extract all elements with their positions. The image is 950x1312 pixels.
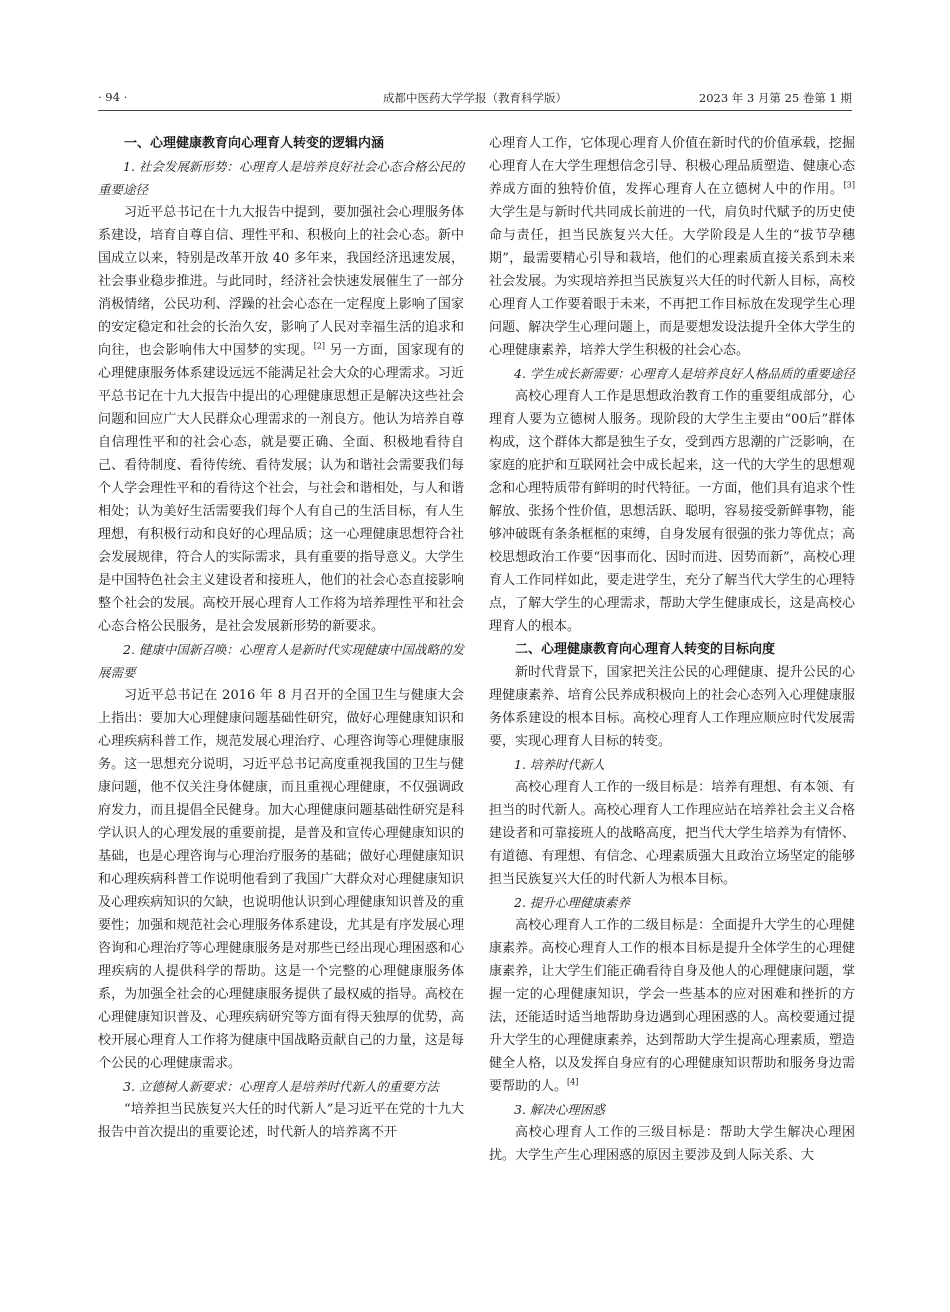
- paragraph: 高校心理育人工作是思想政治教育工作的重要组成部分，心理育人要为立德树人服务。现阶段的大学生主要由“00后”群体构成，这个群体大都是独生子女，受到西方思潮的广泛影响，在家庭的庇护和互联网社会中成长起来，这一代的大学生的思想观念和心理特质带有鲜明的时代特征。一方面，他们具有追求个性解放、张扬个性价值，思想活跃、聪明，容易接受新鲜事物，能够冲破既有条条框框的束缚，自身发展有很强的张力等优点；高校思想政治工作要“因事而化、因时而进、因势而新”，高校心理育人工作同样如此，要走进学生，充分了解当代大学生的心理特点，了解大学生的心理需求，帮助大学生健康成长，这是高校心理育人的根本。: [489, 389, 855, 634]
- subsection-title-4: 4. 学生成长新需要：心理育人是培养良好人格品质的重要途径: [514, 366, 855, 381]
- paragraph-text: 高校心理育人工作的二级目标是：全面提升大学生的心理健康素养。高校心理育人工作的根本目标是提升全体学生的心理健康素养，让大学生们能正确看待自身及他人的心理健康问题，掌握一定的心理健康知识，学会一些基本的应对困难和挫折的方法，还能适时适当地帮助身边遇到心理困惑的人。高校要通过提升大学生的心理健康素养，达到帮助大学生提高心理素质，塑造健全人格，以及发挥自身应有的心理健康知识帮助和服务身边需要帮助的人。: [489, 918, 855, 1094]
- paragraph: [98, 201, 464, 638]
- paragraph: 高校心理育人工作的一级目标是：培养有理想、有本领、有担当的时代新人。高校心理育人工作理应站在培养社会主义合格建设者和可靠接班人的战略高度，把当代大学生培养为有情怀、有道德、有理想、有信念、心理素质强大且政治立场坚定的能够担当民族复兴大任的时代新人为根本目标。: [489, 780, 855, 887]
- paragraph-text: 大学生是与新时代共同成长前进的一代，肩负时代赋予的历史使命与责任，担当民族复兴大任。大学阶段是人生的“拔节孕穗期”，最需要精心引导和栽培，他们的心理素质直接关系到未来社会发展。为实现培养担当民族复兴大任的时代新人目标，高校心理育人工作要着眼于未来，不再把工作目标放在发现学生心理问题、解决学生心理问题上，而是要想发设法提升全体大学生的心理健康素养，培养大学生积极的社会心态。: [489, 205, 855, 358]
- subsection-title-1: 1. 社会发展新形势：心理育人是培养良好社会心态合格公民的重要途径: [98, 159, 464, 197]
- page-number: · 94 ·: [98, 90, 128, 104]
- goal-title-1: 1. 培养时代新人: [514, 757, 605, 772]
- paragraph: “培养担当民族复兴大任的时代新人”是习近平在党的十九大报告中首次提出的重要论述，时代新人的培养离不开: [98, 1102, 464, 1140]
- paragraph: [489, 132, 855, 362]
- right-column: [489, 132, 855, 1167]
- header-rule: [98, 110, 852, 111]
- paragraph: [489, 914, 855, 1098]
- paragraph: 新时代背景下，国家把关注公民的心理健康、提升公民的心理健康素养、培育公民养成积极向上的社会心态列入心理健康服务体系建设的根本目标。高校心理育人工作理应顺应时代发展需要，实现心理育人目标的转变。: [489, 665, 855, 749]
- section-heading-2: 二、心理健康教育向心理育人转变的目标向度: [515, 642, 776, 657]
- section-heading-1: 一、心理健康教育向心理育人转变的逻辑内涵: [124, 136, 385, 151]
- goal-title-2: 2. 提升心理健康素养: [514, 895, 630, 910]
- journal-title: 成都中医药大学学报（教育科学版）: [383, 91, 567, 105]
- paragraph: 高校心理育人工作的三级目标是：帮助大学生解决心理困扰。大学生产生心理困惑的原因主要涉及到人际关系、大: [489, 1125, 855, 1163]
- subsection-title-2: 2. 健康中国新召唤：心理育人是新时代实现健康中国战略的发展需要: [98, 642, 464, 680]
- left-column: [98, 132, 464, 1144]
- paragraph-text: 心理育人工作，它体现心理育人价值在新时代的价值承载，挖掘心理育人在大学生理想信念引导、积极心理品质塑造、健康心态养成方面的独特价值，发挥心理育人在立德树人中的作用。: [489, 136, 855, 197]
- paragraph: 习近平总书记在 2016 年 8 月召开的全国卫生与健康大会上指出：要加大心理健康问题基础性研究，做好心理健康知识和心理疾病科普工作，规范发展心理治疗、心理咨询等心理健康服务。这一思想充分说明，习近平总书记高度重视我国的卫生与健康问题，他不仅关注身体健康，而且重视心理健康，不仅强调政府发力，而且提倡全民健身。加大心理健康问题基础性研究是科学认识人的心理发展的重要前提，是普及和宣传心理健康知识的基础，也是心理咨询与心理治疗服务的基础；做好心理健康知识和心理疾病科普工作说明他看到了我国广大群众对心理健康知识及心理疾病知识的欠缺，也说明他认识到心理健康知识普及的重要性；加强和规范社会心理服务体系建设，尤其是有序发展心理咨询和心理治疗等心理健康服务是对那些已经出现心理困惑和心理疾病的人提供科学的帮助。这是一个完整的心理健康服务体系，为加强全社会的心理健康服务提供了最权威的指导。高校在心理健康知识普及、心理疾病研究等方面有得天独厚的优势，高校开展心理育人工作将为健康中国战略贡献自己的力量，这是每个公民的心理健康需求。: [98, 688, 464, 1071]
- running-header: [98, 90, 852, 108]
- paragraph-text: 习近平总书记在十九大报告中提到，要加强社会心理服务体系建设，培育自尊自信、理性平和、积极向上的社会心态。新中国成立以来，特别是改革开放 40 多年来，我国经济迅速发展，社会事业稳步推进。与此同时，经济社会快速发展催生了一部分消极情绪，公民功利、浮躁的社会心态在一定程度上影响了国家的安定稳定和社会的长治久安，影响了人民对幸福生活的追求和向往，也会影响伟大中国梦的实现。: [98, 205, 464, 358]
- citation[interactable]: [3]: [843, 180, 855, 190]
- paragraph-text: 另一方面，国家现有的心理健康服务体系建设远远不能满足社会大众的心理需求。习近平总书记在十九大报告中提出的心理健康思想正是解决这些社会问题和回应广大人民群众心理需求的一剂良方。他认为培养自尊自信理性平和的社会心态，就是要正确、全面、积极地看待自己、看待制度、看待传统、看待发展；认为和谐社会需要我们每个人学会理性平和的看待这个社会，与社会和谐相处，与人和谐相处；认为美好生活需要我们每个人有自己的生活目标，有人生理想，有积极行动和良好的心理品质；这一心理健康思想符合社会发展规律，符合人的实际需求，具有重要的指导意义。大学生是中国特色社会主义建设者和接班人，他们的社会心态直接影响整个社会的发展。高校开展心理育人工作将为培养理性平和社会心态合格公民服务，是社会发展新形势的新要求。: [98, 343, 464, 634]
- subsection-title-3: 3. 立德树人新要求：心理育人是培养时代新人的重要方法: [123, 1079, 439, 1094]
- citation[interactable]: [2]: [313, 341, 326, 351]
- goal-title-3: 3. 解决心理困惑: [514, 1102, 605, 1117]
- citation[interactable]: [4]: [567, 1077, 579, 1087]
- issue-info: 2023 年 3 月第 25 卷第 1 期: [698, 91, 852, 105]
